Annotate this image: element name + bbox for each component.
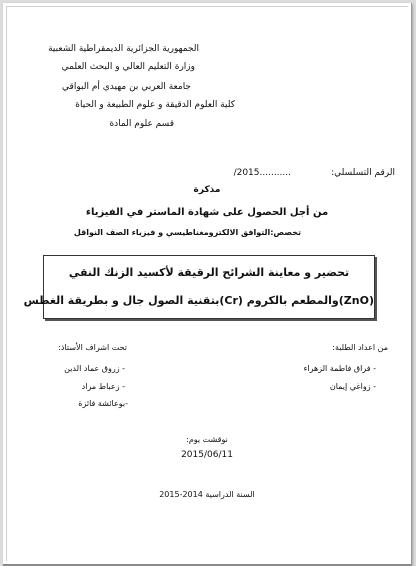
supervisor-name-3: -بوعائشة فائزة — [78, 399, 128, 408]
defense-label: نوقشت يوم: — [186, 435, 228, 444]
serial-label: الرقم التسلسلي: — [331, 168, 395, 178]
supervisor-name-1: - زروق عماد الدين — [64, 364, 125, 373]
students-heading: من اعداد الطلبة: — [332, 343, 388, 352]
header-department: قسم علوم المادة — [109, 119, 174, 129]
header-ministry: وزارة التعليم العالي و البحث العلمي — [61, 62, 195, 72]
document-page — [3, 3, 412, 566]
academic-year: السنة الدراسية 2014-2015 — [159, 490, 255, 499]
supervisors-heading: تحت اشراف الأستاذ: — [58, 343, 127, 352]
student-name-1: - فراق فاطمة الزهراء — [303, 364, 376, 373]
header-faculty: كلية العلوم الدقيقة و علوم الطبيعة و الحياة — [75, 100, 235, 110]
serial-value: ...........2015/ — [233, 168, 291, 178]
student-name-2: - زواغي إيمان — [329, 382, 376, 391]
thesis-title-line-2: (ZnO)والمطعم بالكروم (Cr)بتقنية الصول جال و بطريقة الغطس — [23, 294, 374, 307]
memo-heading: مذكرة — [193, 185, 221, 195]
header-republic: الجمهورية الجزائرية الديمقراطية الشعبية — [48, 44, 199, 54]
thesis-title-box — [23, 255, 375, 319]
defense-date: 2015/06/11 — [181, 450, 233, 460]
supervisor-name-2: - زعباط مراد — [81, 382, 125, 391]
thesis-title-line-1: تحضير و معاينة الشرائح الرقيقة لأكسيد الزنك النقي — [68, 266, 350, 279]
header-university: جامعة العربي بن مهيدي أم البواقي — [62, 82, 191, 92]
memo-specialty: تخصص:التوافق الالكترومغناطيسي و فيزياء الصف النواقل — [73, 228, 301, 237]
memo-purpose: من أجل الحصول على شهادة الماستر في الفيزياء — [85, 207, 329, 218]
